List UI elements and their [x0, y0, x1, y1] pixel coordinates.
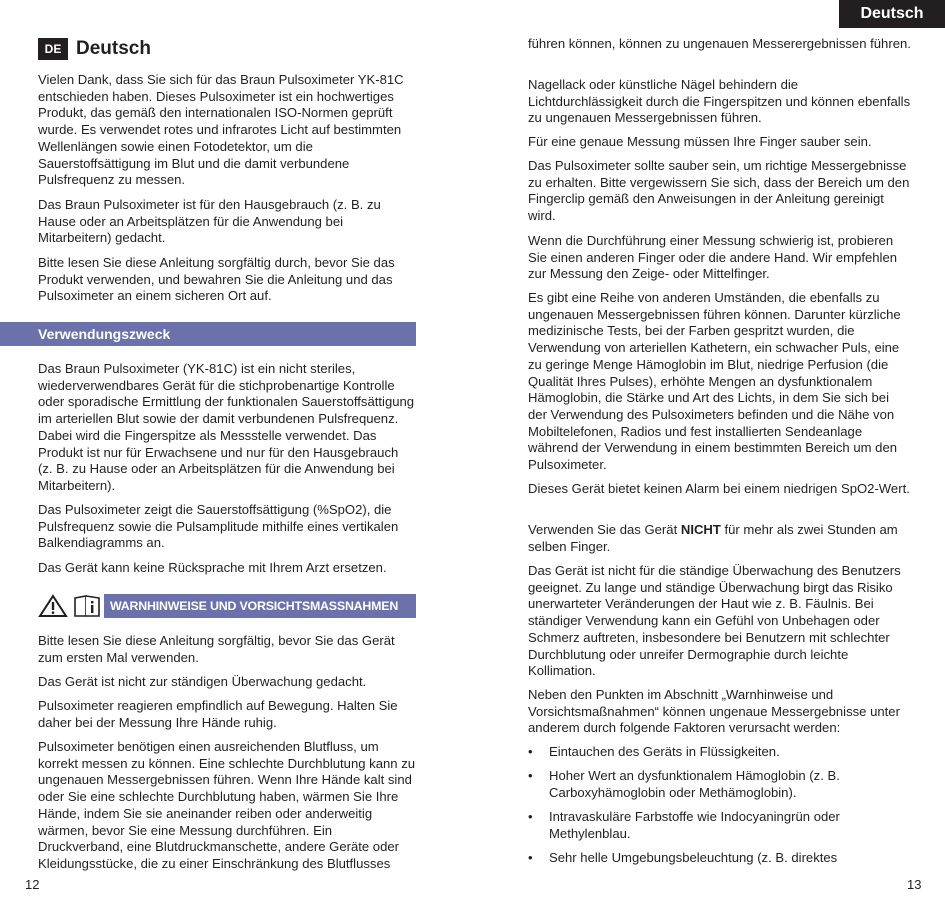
bullet-dot: • — [528, 744, 533, 759]
warning-paragraph-1: Bitte lesen Sie diese Anleitung sorgfältig, bevor Sie das Gerät zum ersten Mal verwenden. — [38, 633, 395, 665]
nicht-bold: NICHT — [680, 522, 721, 537]
bullet-text: Hoher Wert an dysfunktionalem Hämoglobin (z. B. Carboxyhämoglobin oder Methämoglobin). — [549, 768, 840, 800]
section-header-intended-use — [0, 322, 416, 346]
language-badge: DE — [38, 38, 68, 60]
page-number-right: 13 — [907, 877, 922, 892]
bullet-text: Intravaskuläre Farbstoffe wie Indocyaningrün oder Methylenblau. — [549, 809, 840, 841]
right-paragraph-3: Für eine genaue Messung müssen Ihre Finger sauber sein. — [528, 134, 872, 149]
page-number-left: 12 — [25, 877, 40, 892]
right-paragraph-2: Nagellack oder künstliche Nägel behindern die Lichtdurchlässigkeit durch die Fingerspitzen und können ebenfalls zu ungenauen Messergebnissen führen. — [528, 77, 911, 126]
warning-paragraph-3: Pulsoximeter reagieren empfindlich auf Bewegung. Halten Sie daher bei der Messung Ihre Hände ruhig. — [38, 698, 398, 730]
right-paragraph-5: Wenn die Durchführung einer Messung schwierig ist, probieren Sie einen anderen Finger oder die andere Hand. Wir empfehlen zur Messung den Zeige- oder Mittelfinger. — [528, 233, 898, 282]
bullet-text: Sehr helle Umgebungsbeleuchtung (z. B. direktes — [549, 850, 838, 865]
bullet-item — [528, 850, 911, 867]
section-header-warnings — [104, 594, 416, 618]
bullet-item — [528, 809, 911, 842]
intended-use-paragraph-3: Das Gerät kann keine Rücksprache mit Ihrem Arzt ersetzen. — [38, 560, 387, 575]
right-paragraph-1: führen können, können zu ungenauen Messerergebnissen führen. — [528, 36, 911, 51]
bullet-dot: • — [528, 768, 533, 783]
warning-icons — [38, 594, 104, 618]
warning-triangle-icon — [38, 594, 68, 618]
bullet-dot: • — [528, 850, 533, 865]
warning-paragraph-2: Das Gerät ist nicht zur ständigen Überwachung gedacht. — [38, 674, 367, 689]
intended-use-paragraph-2: Das Pulsoximeter zeigt die Sauerstoffsättigung (%SpO2), die Pulsfrequenz sowie die Pulsamplitude mithilfe eines vertikalen Balkendiagramms an. — [38, 502, 399, 551]
intro-paragraph-2: Das Braun Pulsoximeter ist für den Hausgebrauch (z. B. zu Hause oder an Arbeitsplätzen für die Anwendung bei Mitarbeitern) gedacht. — [38, 197, 381, 246]
bullet-dot: • — [528, 809, 533, 824]
intro-paragraph-3: Bitte lesen Sie diese Anleitung sorgfältig durch, bevor Sie das Produkt verwenden, und bewahren Sie die Anleitung und das Pulsoximeter an einem sicheren Ort auf. — [38, 255, 395, 304]
nicht-pre: Verwenden Sie das Gerät — [528, 522, 681, 537]
intro-paragraph-1: Vielen Dank, dass Sie sich für das Braun Pulsoximeter YK-81C entschieden haben. Dieses Pulsoximeter ist ein hochwertiges Produkt, das gemäß den internationalen ISO-Normen geprüft wurde. Es verwendet rotes und infrarotes Licht auf bestimmten Wellenlängen sowie einen Fotodetektor, um die Sauerstoffsättigung im Blut und die damit verbundene Pulsfrequenz zu messen. — [38, 72, 404, 188]
nicht-paragraph — [528, 522, 911, 555]
page-heading — [38, 37, 151, 61]
right-paragraph-9: Neben den Punkten im Abschnitt „Warnhinweise und Vorsichtsmaßnahmen“ können ungenaue Messergebnisse unter anderem durch folgende Faktoren verursacht werden: — [528, 687, 900, 736]
warnings-title: WARNHINWEISE UND VORSICHTSMASSNAHMEN — [110, 599, 399, 613]
section-title: Verwendungszweck — [38, 326, 171, 342]
right-paragraph-6: Es gibt eine Reihe von anderen Umständen, die ebenfalls zu ungenauen Messergebnissen führen können. Darunter kürzliche medizinische Tests, bei der Farben gespritzt wurden, die Verwendung von arteriellen Kathetern, ein schwacher Puls, eine zu geringe Menge Hämoglobin im Blut, niedrige Perfusion (die Qualität Ihres Pulses), erhöhte Mengen an dysfunktionalem Hämoglobin, die Stärke und Art des Lichts, in dem Sie sich bei der Verwendung des Pulsoximeters befinden und die Nähe von Mobiltelefonen, Radios und fest installierten Sendeanlage während der Verwendung in einem bestimmten Bereich um den Pulsoximeter. — [528, 290, 901, 473]
bullet-text: Eintauchen des Geräts in Flüssigkeiten. — [549, 744, 780, 759]
right-paragraph-8: Das Gerät ist nicht für die ständige Überwachung des Benutzers geeignet. Zu lange und ständige Überwachung birgt das Risiko unerwarteter Veränderungen der Haut wie z. B. Fäulnis. Bei ständiger Verwendung kann ein Gefühl von Unbehagen oder Schmerz auftreten, insbesondere bei Benutzern mit schlechter Durchblutung oder unreifer Dermographie durch leichte Kollimation. — [528, 563, 901, 679]
intended-use-paragraph-1: Das Braun Pulsoximeter (YK-81C) ist ein nicht steriles, wiederverwendbares Gerät für die stichprobenartige Kontrolle oder sporadische Ermittlung der funktionalen Sauerstoffsättigung im arteriellen Blut sowie der damit verbundenen Pulsfrequenz. Dabei wird die Fingerspitze als Messstelle verwendet. Das Produkt ist nur für Erwachsene und nur für den Hausgebrauch (z. B. zu Hause oder an Arbeitsplätzen für die Anwendung bei Mitarbeitern). — [38, 361, 415, 493]
right-paragraph-7: Dieses Gerät bietet keinen Alarm bei einem niedrigen SpO2-Wert. — [528, 481, 910, 496]
bullet-item — [528, 744, 911, 761]
nicht-post: für mehr als zwei Stunden am selben Finger. — [528, 522, 898, 554]
right-paragraph-4: Das Pulsoximeter sollte sauber sein, um richtige Messergebnisse zu erhalten. Bitte vergewissern Sie sich, dass der Bereich um den Fingerclip gemäß den Anweisungen in der Anleitung gereinigt wird. — [528, 158, 910, 224]
bullet-item — [528, 768, 911, 801]
warning-paragraph-4: Pulsoximeter benötigen einen ausreichenden Blutfluss, um korrekt messen zu können. Eine schlechte Durchblutung kann zu ungenauen Messergebnissen führen. Wenn Ihre Hände kalt sind oder Sie eine schlechte Durchblutung haben, wärmen Sie Ihre Hände, indem Sie sie aneinander reiben oder anderweitig wärmen, bevor Sie eine Messung durchführen. Ein Druckverband, eine Blutdruckmanschette, andere Geräte oder Kleidungsstücke, die zu einer Einschränkung des Blutflusses — [38, 739, 416, 871]
language-tab: Deutsch — [839, 0, 945, 28]
manual-info-icon — [72, 594, 102, 618]
page-title: Deutsch — [76, 38, 151, 59]
